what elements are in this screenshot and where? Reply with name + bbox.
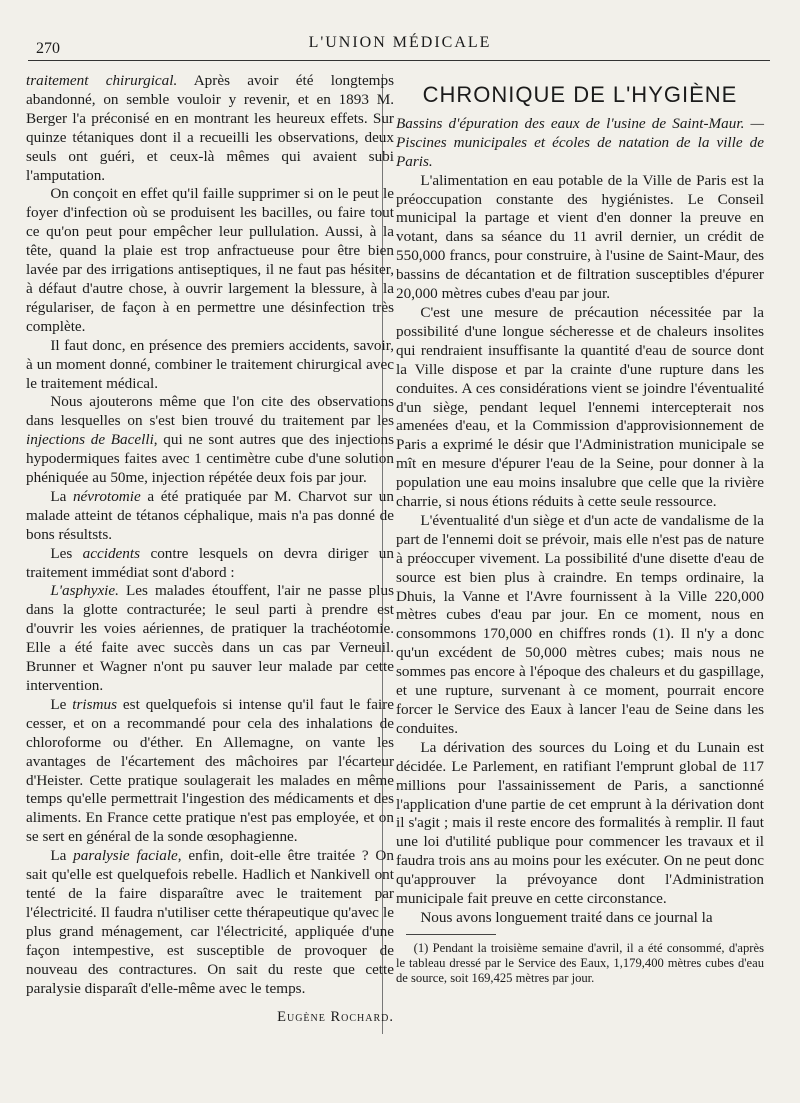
paragraph-text: est quelquefois si intense qu'il faut le faire cesser, et on a recommandé pour cela des inhalations de chloroforme ou d'éther. En Allemagne, on vante les avantages de l'écartement des mâchoires par l'écarteur d'Heister. Cette pratique soulagerait les malades en même temps qu'elle permettrait l'ingestion des médicaments et des aliments. En France cette pratique n'est pas employée, et on se sert en général de la sonde œsophagienne. [26,695,394,846]
paragraph [26,696,394,847]
paragraph-text: a été pratiquée par M. Charvot sur un malade atteint de tétanos céphalique, mais n'a pas donné de bons résultsts. [26,487,394,543]
header-rule [28,60,770,61]
author-signature: Eugène Rochard. [277,1009,394,1026]
paragraph: La dérivation des sources du Loing et du Lunain est décidée. Le Parlement, en ratifiant l'emprunt global de 117 millions pour l'assainissement de Paris, a sanctionné l'application d'une partie de cet emprunt à la dérivation dont il s'agit ; mais il reste encore des formalités à remplir. Il faut une loi d'utilité publique pour commencer les travaux et il faudra trois ans au moins pour les exécuter. On ne peut donc qu'approuver la prévoyance dont l'Administration municipale fait preuve en cette circonstance. [396,738,764,908]
section-title: CHRONIQUE DE L'HYGIÈNE [422,82,738,107]
paragraph-text: Le [50,695,73,713]
page-number: 270 [36,40,60,57]
italic-phrase: L'asphyxie. [50,582,119,600]
paragraph-text: La [50,847,74,865]
paragraph: Il faut donc, en présence des premiers accidents, savoir, à un moment donné, combiner le traitement chirurgical avec le traitement médical. [26,336,394,392]
left-column [26,72,394,1027]
right-column [396,72,764,986]
footnote-text: (1) Pendant la troisième semaine d'avril, il a été consommé, d'après le tableau dressé par le Service des Eaux, 1,179,400 mètres cubes d'eau de source, soit 169,425 mètres par jour. [396,940,764,985]
italic-phrase: paralysie faciale [73,847,178,865]
paragraph-text: Après avoir été longtemps abandonné, on semble vouloir y revenir, et en 1893 M. Berger l'a préconisé en en montrant les heureux effets. Sur quinze tétaniques dont il a recueilli les observations, deux seuls ont guéri, et ceux-là mêmes qui avaient subi l'amputation. [26,72,394,184]
paragraph-text: Les [50,544,83,562]
paragraph: On conçoit en effet qu'il faille supprimer si on le peut le foyer d'infection où se produisent les bacilles, ou faire tout ce qu'on peut pour empêcher leur pullulation. Aussi, à la tête, quand la plaie est trop anfractueuse pour être bien lavée par des irrigations antiseptiques, il ne faut pas hésiter, à défaut d'autre chose, à ouvrir largement la blessure, à la régulariser, de façon à en permettre une désinfection très complète. [26,185,394,335]
paragraph: Nous avons longuement traité dans ce journal la [420,908,713,926]
paragraph: L'alimentation en eau potable de la Ville de Paris est la préoccupation constante des hygiénistes. Le Conseil municipal la partage et vient d'en donner la preuve en votant, dans sa séance du 11 avril dernier, un crédit de 550,000 francs, pour construire, à l'usine de Saint-Maur, des bassins de décantation et de filtration susceptibles d'épurer 20,000 mètres cubes d'eau par jour. [396,171,764,303]
paragraph: C'est une mesure de précaution nécessitée par la possibilité d'une longue sécheresse et de chaleurs insolites qui rendraient insuffisante la quantité d'eau de source dont la Ville dispose et par la crainte d'une rupture dans les conduites. A ces considérations vient se joindre l'éventualité d'un siège, pendant lequel l'ennemi intercepterait nos amenées d'eau, et la Commission d'approvisionnement de Paris a exprimé le désir que l'Administration municipale se mît en mesure d'épurer l'eau de la Seine, pour donner à la population une eau moins insalubre que celle que la rivière charrie, si nous étions réduits à cette seule ressource. [396,303,764,511]
footnote-rule [406,934,496,935]
paragraph-text: , qui ne sont autres que des injections hypodermiques faites avec 1 centimètre cube d'une solution phéniquée au 50me, injection répétée deux fois par jour. [26,431,394,487]
italic-phrase: névrotomie [72,487,141,505]
italic-phrase: trismus [72,695,117,713]
paragraph [26,545,394,583]
paragraph-text: La [50,487,73,505]
paragraph-text: contre lesquels on devra diriger un traitement immédiat sont d'abord : [26,544,394,581]
italic-phrase: injections de Bacelli [26,431,154,449]
paragraph [26,582,394,695]
paragraph: L'éventualité d'un siège et d'un acte de vandalisme de la part de l'ennemi doit se prévoir, mais elle n'est pas de nature à préoccuper vivement. La possibilité d'une disette d'eau de source est bien plus à craindre. En temps ordinaire, la Dhuis, la Vanne et l'Avre fournissent à la Ville 220,000 mètres cubes d'eau par jour. En ce moment, nous en consommons 170,000 en chiffres ronds (1). Il n'y a donc qu'un excédent de 50,000 mètres cubes; mais nous ne sommes pas encore à l'époque des chaleurs et du gaspillage, et une rupture, survenant à ce moment, pourrait encore forcer le Service des Eaux à lancer l'eau de Seine dans les conduites. [396,511,764,737]
paragraph [26,393,394,488]
paragraph [26,72,394,185]
paragraph [26,488,394,545]
italic-phrase: traitement chirurgical. [26,72,178,89]
page-header [0,28,800,58]
paragraph-text: Nous ajouterons même que l'on cite des observations dans lesquelles on s'est bien trouvé du traitement par les [26,393,394,430]
section-subtitle: Bassins d'épuration des eaux de l'usine de Saint-Maur. — Piscines municipales et écoles de natation de la ville de Paris. [396,114,764,170]
paragraph [26,847,394,998]
italic-phrase: accidents [82,544,141,562]
paragraph-text: Les malades étouffent, l'air ne passe plus dans la glotte contracturée; le seul parti à prendre est d'ouvrir les voies aériennes, de pratiquer la trachéotomie. Elle a été faite avec succès dans un cas par Verneuil. Brunner et Wagner n'ont pu sauver leur malade par cette intervention. [26,582,394,694]
footnote [396,941,764,986]
running-title: L'UNION MÉDICALE [308,34,492,51]
paragraph-text: , enfin, doit-elle être traitée ? On sait qu'elle est quelquefois rebelle. Hadlich et Nankivell ont tenté de la faire disparaître avec le traitement par l'électricité. Il faudra n'utiliser cette thérapeutique qu'avec le plus grand ménagement, car l'électricité, appliquée d'une façon intempestive, est susceptible de provoquer de nouveau des contractures. On sait du reste que cette paralysie disparaît d'elle-même avec le temps. [26,847,394,997]
